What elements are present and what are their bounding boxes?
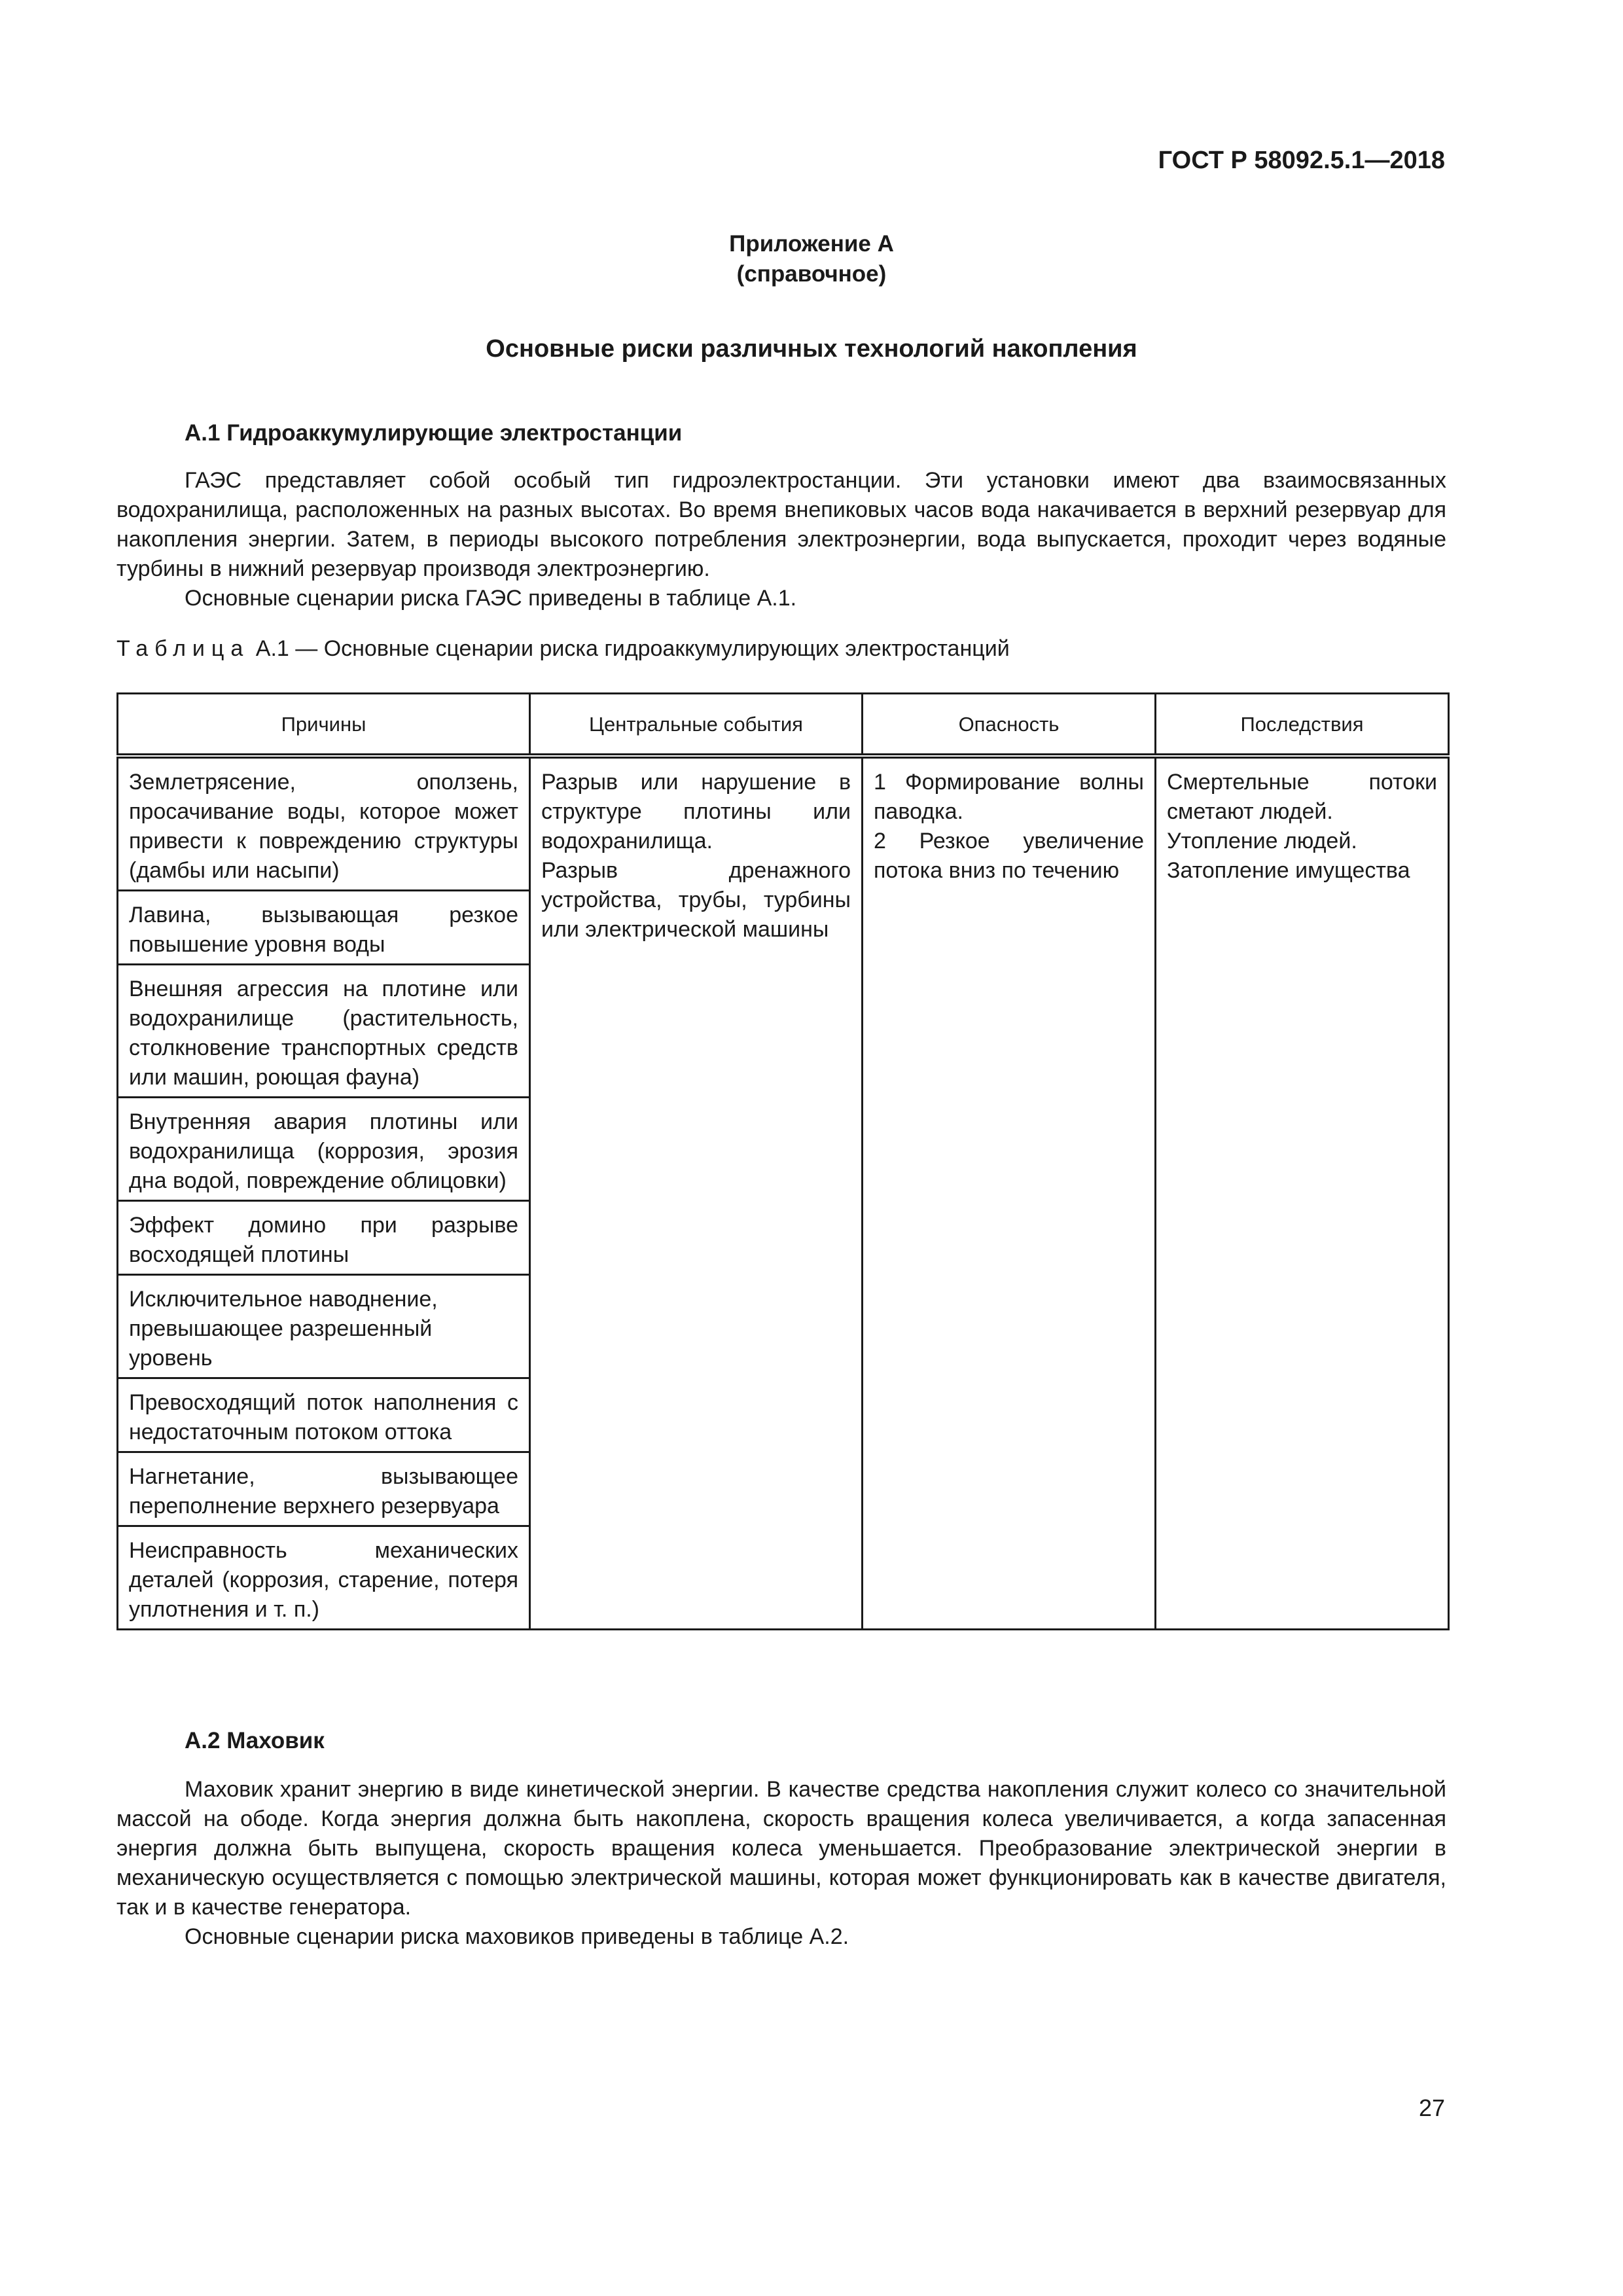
consequence-item: Затопление имущества <box>1167 858 1410 883</box>
section-a2-text <box>116 1775 1446 1952</box>
hazard-item: 2 Резкое увеличение потока вниз по течению <box>874 829 1144 883</box>
cause-cell: Лавина, вызывающая резкое повышение уровня воды <box>118 891 530 965</box>
cause-cell: Неисправность механических деталей (коррозия, старение, потеря уплотнения и т. п.) <box>118 1526 530 1630</box>
appendix-title: Приложение А <box>729 231 894 257</box>
cause-cell: Землетрясение, оползень, просачивание воды, которое может привести к повреждению структуры (дамбы или насыпи) <box>118 756 530 891</box>
section-a2-heading: А.2 Маховик <box>185 1728 325 1753</box>
paragraph: Основные сценарии риска маховиков приведены в таблице А.2. <box>185 1924 849 1949</box>
table-header-row <box>118 694 1449 757</box>
central-events-cell <box>530 756 863 1630</box>
page-number: 27 <box>1418 2094 1445 2121</box>
hazard-cell <box>863 756 1156 1630</box>
table-row <box>118 756 1449 891</box>
cause-cell: Внутренняя авария плотины или водохранилища (коррозия, эрозия дна водой, повреждение облицовки) <box>118 1098 530 1201</box>
cause-cell: Внешняя агрессия на плотине или водохранилище (растительность, столкновение транспортных средств или машин, роющая фауна) <box>118 965 530 1098</box>
column-header-consequences: Последствия <box>1156 694 1449 757</box>
central-event-item: Разрыв или нарушение в структуре плотины или водохранилища. <box>541 770 851 853</box>
column-header-causes: Причины <box>118 694 530 757</box>
table-caption <box>116 636 1010 662</box>
central-event-item: Разрыв дренажного устройства, трубы, турбины или электрической машины <box>541 858 851 942</box>
appendix-subtitle: (справочное) <box>736 261 887 287</box>
section-a1-text <box>116 466 1446 613</box>
standard-designation: ГОСТ Р 58092.5.1—2018 <box>1158 147 1445 174</box>
section-a1-heading: А.1 Гидроаккумулирующие электростанции <box>185 420 683 446</box>
hazard-item: 1 Формирование волны паводка. <box>874 770 1144 824</box>
table-caption-prefix: Таблица <box>116 636 250 661</box>
cause-cell: Превосходящий поток наполнения с недостаточным потоком оттока <box>118 1378 530 1452</box>
consequence-item: Утопление людей. <box>1167 829 1357 853</box>
paragraph: Маховик хранит энергию в виде кинетической энергии. В качестве средства накопления служит колесо со значительной массой на ободе. Когда энергия должна быть накоплена, скорость вращения колеса увеличивается, а когда запасенная энергия должна быть выпущена, скорость вращения колеса уменьшается. Преобразование электрической энергии в механическую осуществляется с помощью электрической машины, которая может функционировать как в качестве двигателя, так и в качестве генератора. <box>116 1777 1446 1920</box>
table-caption-text: А.1 — Основные сценарии риска гидроаккумулирующих электростанций <box>255 636 1010 661</box>
paragraph: Основные сценарии риска ГАЭС приведены в таблице А.1. <box>185 586 797 611</box>
page-title: Основные риски различных технологий накопления <box>486 335 1137 363</box>
cause-cell: Эффект домино при разрыве восходящей плотины <box>118 1201 530 1275</box>
appendix-heading <box>0 229 1623 289</box>
consequences-cell <box>1156 756 1449 1630</box>
cause-cell: Исключительное наводнение, превышающее разрешенный уровень <box>118 1275 530 1378</box>
cause-cell: Нагнетание, вызывающее переполнение верхнего резервуара <box>118 1452 530 1526</box>
risk-table <box>116 692 1450 1630</box>
column-header-hazard: Опасность <box>863 694 1156 757</box>
consequence-item: Смертельные потоки сметают людей. <box>1167 770 1437 824</box>
paragraph: ГАЭС представляет собой особый тип гидроэлектростанции. Эти установки имеют два взаимосвязанных водохранилища, расположенных на разных высотах. Во время внепиковых часов вода накачивается в верхний резервуар для накопления энергии. Затем, в периоды высокого потребления электроэнергии, вода выпускается, проходит через водяные турбины в нижний резервуар производя электроэнергию. <box>116 468 1446 581</box>
column-header-central-events: Центральные события <box>530 694 863 757</box>
